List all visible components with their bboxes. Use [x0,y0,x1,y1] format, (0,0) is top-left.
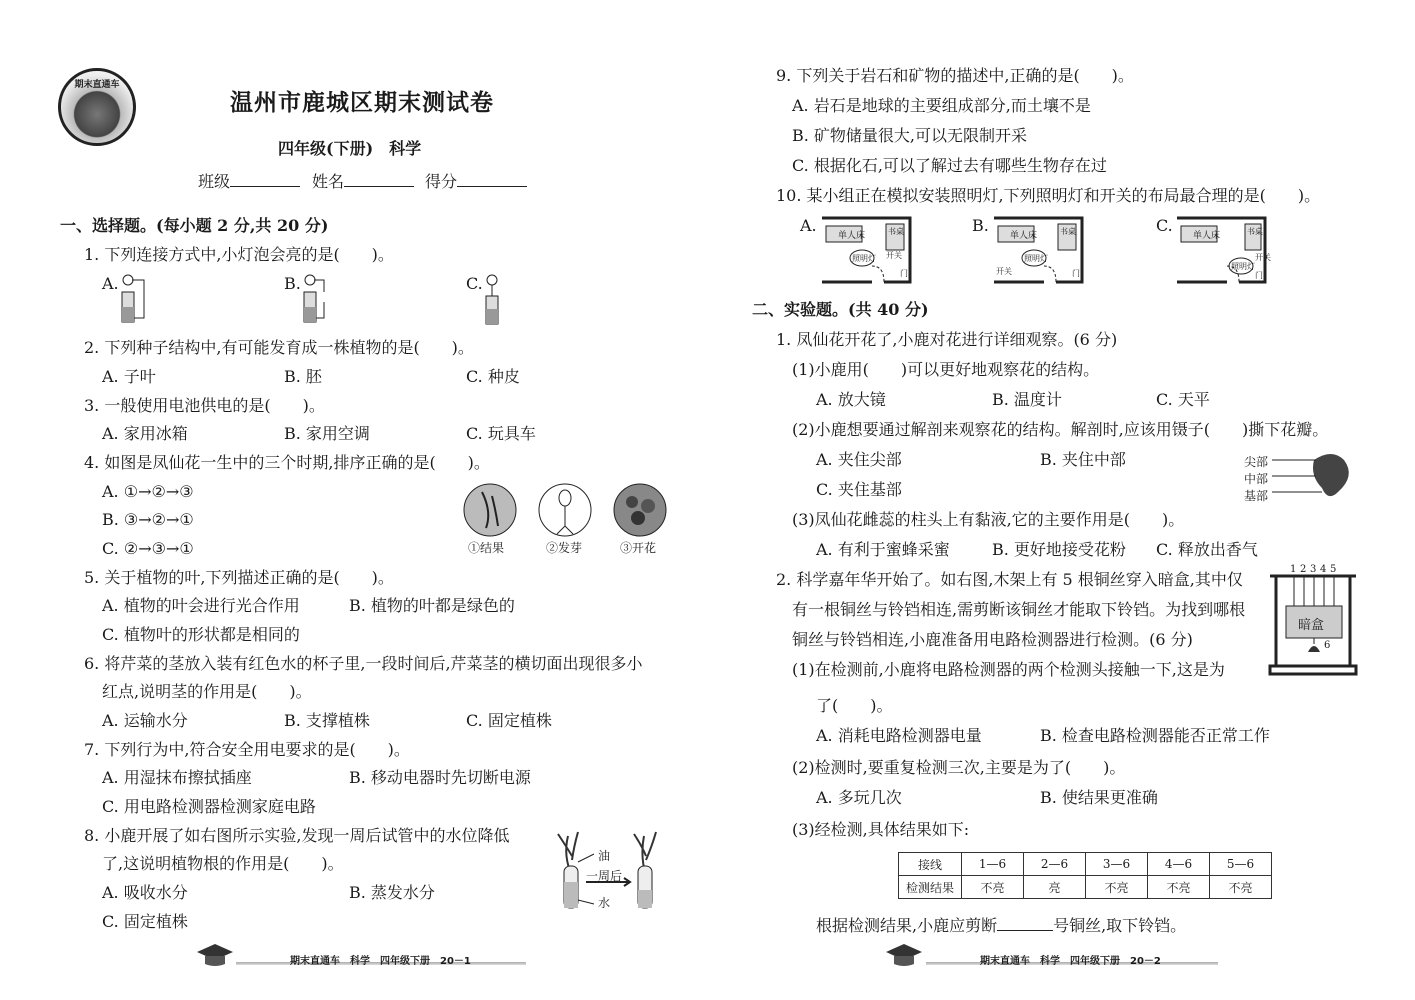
q10-option-a[interactable]: A. [800,216,817,235]
switch-label-c: 开关 [1255,253,1271,262]
score-label: 得分 [425,172,458,191]
e2-conclusion [816,916,1186,936]
footer-right: 期末直通车 科学 四年级下册 20－2 [980,956,1161,967]
q9-stem: 9. 下列关于岩石和矿物的描述中,正确的是( )。 [776,66,1134,85]
fig-label-flower: ③开花 [620,541,657,555]
answer-blank[interactable] [997,916,1053,931]
dark-box-figure [1268,566,1358,678]
e2-part2: (2)检测时,要重复检测三次,主要是为了( )。 [792,758,1126,777]
q10-stem: 10. 某小组正在模拟安装照明灯,下列照明灯和开关的布局最合理的是( )。 [776,186,1321,205]
class-label: 班级 [198,172,231,191]
q3-option-a[interactable]: A. 家用冰箱 [102,424,188,443]
lamp-label-b: 照明灯 [1024,254,1048,263]
q6-option-a[interactable]: A. 运输水分 [102,711,188,730]
q2-stem: 2. 下列种子结构中,有可能发育成一株植物的是( )。 [84,338,474,357]
wire-label-4: 4 [1320,564,1327,575]
q7-option-c[interactable]: C. 用电路检测器检测家庭电路 [102,797,316,816]
q5-option-b[interactable]: B. 植物的叶都是绿色的 [349,596,515,615]
table-cell: 不亮 [1086,876,1148,899]
petal-label-middle: 中部 [1244,472,1269,486]
q5-stem: 5. 关于植物的叶,下列描述正确的是( )。 [84,568,394,587]
table-cell: 不亮 [1210,876,1272,899]
graduation-cap-icon [884,940,924,970]
section2-title: 二、实验题。(共 40 分) [752,300,929,319]
lamp-label-a: 照明灯 [852,254,876,263]
score-field[interactable] [425,172,527,192]
dark-box-label: 暗盒 [1298,618,1325,633]
floorplan-b [992,216,1084,284]
name-label: 姓名 [312,172,345,191]
e1-part3-option-c[interactable]: C. 释放出香气 [1156,540,1258,559]
logo-text: 期末直通车 [74,80,120,90]
table-row [899,853,1272,876]
q1-stem: 1. 下列连接方式中,小灯泡会亮的是( )。 [84,245,394,264]
wire-label-1: 1 [1290,564,1297,575]
table-cell: 不亮 [1148,876,1210,899]
floorplan-a [820,216,912,284]
q5-option-c[interactable]: C. 植物叶的形状都是相同的 [102,625,300,644]
e2-part1-line2: 了( )。 [816,696,893,715]
e1-part2-option-c[interactable]: C. 夹住基部 [816,480,902,499]
e1-part3-option-b[interactable]: B. 更好地接受花粉 [992,540,1126,559]
circuit-c-icon [482,272,512,328]
e2-part2-option-a[interactable]: A. 多玩几次 [816,788,902,807]
lamp-label-c: 照明灯 [1231,262,1255,271]
q7-option-b[interactable]: B. 移动电器时先切断电源 [349,768,531,787]
exam-title: 温州市鹿城区期末测试卷 [230,89,494,116]
e1-part2: (2)小鹿想要通过解剖来观察花的结构。解剖时,应该用镊子( )撕下花瓣。 [792,420,1329,439]
desk-label-c: 书桌 [1247,227,1263,236]
q10-option-b[interactable]: B. [972,216,989,235]
q4-option-c[interactable]: C. ②→③→① [102,539,194,558]
table-cell: 2—6 [1024,853,1086,876]
q9-option-b[interactable]: B. 矿物储量很大,可以无限制开采 [792,126,1028,145]
fruit-stage-icon [462,482,518,538]
fig-label-week: 一周后 [586,869,623,883]
fig-label-oil: 油 [598,849,611,863]
q4-stem: 4. 如图是凤仙花一生中的三个时期,排序正确的是( )。 [84,453,490,472]
desk-label-b: 书桌 [1060,227,1076,236]
bed-label-a: 单人床 [838,231,866,241]
e1-part2-option-a[interactable]: A. 夹住尖部 [816,450,902,469]
e2-part1-option-b[interactable]: B. 检查电路检测器能否正常工作 [1040,726,1270,745]
door-label-b: 门 [1072,269,1080,278]
table-row [899,876,1272,899]
e1-part3: (3)凤仙花雌蕊的柱头上有黏液,它的主要作用是( )。 [792,510,1185,529]
wire-label-5: 5 [1330,564,1337,575]
table-cell: 1—6 [962,853,1024,876]
q4-option-a[interactable]: A. ①→②→③ [102,482,194,501]
fig-label-sprout: ②发芽 [546,541,583,555]
name-field[interactable] [312,172,414,192]
logo-badge [58,68,136,146]
desk-label-a: 书桌 [888,227,904,236]
q1-option-b[interactable]: B. [284,274,301,293]
q3-stem: 3. 一般使用电池供电的是( )。 [84,396,325,415]
q6-option-b[interactable]: B. 支撑植株 [284,711,370,730]
switch-label-b: 开关 [996,267,1012,276]
q2-option-b[interactable]: B. 胚 [284,367,322,386]
door-label-a: 门 [900,269,908,278]
fig-label-water: 水 [598,896,611,910]
petal-label-base: 基部 [1244,489,1269,503]
table-cell: 5—6 [1210,853,1272,876]
q6-stem-line2: 红点,说明茎的作用是( )。 [102,682,312,701]
fig-label-fruit: ①结果 [468,541,505,555]
q8-stem-line1: 8. 小鹿开展了如右图所示实验,发现一周后试管中的水位降低 [84,826,510,845]
q5-option-a[interactable]: A. 植物的叶会进行光合作用 [102,596,300,615]
circuit-b-icon [300,272,340,328]
q7-stem: 7. 下列行为中,符合安全用电要求的是( )。 [84,740,410,759]
wire-label-3: 3 [1310,564,1317,575]
e2-stem-line1: 2. 科学嘉年华开始了。如右图,木架上有 5 根铜丝穿入暗盒,其中仅 [776,570,1243,589]
table-cell: 不亮 [962,876,1024,899]
petal-figure [1272,448,1362,504]
conclusion-text-b: 号铜丝,取下铃铛。 [1053,916,1187,935]
table-cell: 3—6 [1086,853,1148,876]
wire-label-2: 2 [1300,564,1307,575]
class-field[interactable] [198,172,300,192]
circuit-a-icon [118,272,158,328]
q3-option-c[interactable]: C. 玩具车 [466,424,536,443]
conclusion-text-a: 根据检测结果,小鹿应剪断 [816,916,998,935]
e1-part2-option-b[interactable]: B. 夹住中部 [1040,450,1126,469]
e1-part1-option-c[interactable]: C. 天平 [1156,390,1210,409]
q2-option-c[interactable]: C. 种皮 [466,367,520,386]
switch-label-a: 开关 [886,251,902,260]
e2-part2-option-b[interactable]: B. 使结果更准确 [1040,788,1158,807]
q6-stem-line1: 6. 将芹菜的茎放入装有红色水的杯子里,一段时间后,芹菜茎的横切面出现很多小 [84,654,643,673]
q10-option-c[interactable]: C. [1156,216,1173,235]
q9-option-a[interactable]: A. 岩石是地球的主要组成部分,而土壤不是 [792,96,1091,115]
e2-part1-option-a[interactable]: A. 消耗电路检测器电量 [816,726,982,745]
q2-option-a[interactable]: A. 子叶 [102,367,156,386]
table-cell: 接线 [899,853,962,876]
section1-title: 一、选择题。(每小题 2 分,共 20 分) [60,216,329,235]
bed-label-c: 单人床 [1193,231,1221,241]
floorplan-c [1175,216,1271,284]
q8-option-c[interactable]: C. 固定植株 [102,912,188,931]
e2-stem-line2: 有一根铜丝与铃铛相连,需剪断该铜丝才能取下铃铛。为找到哪根 [792,600,1246,619]
sprout-stage-icon [537,482,593,538]
q1-option-a[interactable]: A. [102,274,119,293]
flowering-stage-icon [612,482,668,538]
table-cell: 亮 [1024,876,1086,899]
q1-option-c[interactable]: C. [466,274,483,293]
q3-option-b[interactable]: B. 家用空调 [284,424,370,443]
e2-part1-line1: (1)在检测前,小鹿将电路检测器的两个检测头接触一下,这是为 [792,660,1225,679]
q8-option-a[interactable]: A. 吸收水分 [102,883,188,902]
e1-part1-option-a[interactable]: A. 放大镜 [816,390,886,409]
q9-option-c[interactable]: C. 根据化石,可以了解过去有哪些生物存在过 [792,156,1107,175]
e1-part3-option-a[interactable]: A. 有利于蜜蜂采蜜 [816,540,950,559]
q4-option-b[interactable]: B. ③→②→① [102,510,194,529]
table-cell: 检测结果 [899,876,962,899]
q8-option-b[interactable]: B. 蒸发水分 [349,883,435,902]
petal-label-tip: 尖部 [1244,455,1269,469]
table-cell: 4—6 [1148,853,1210,876]
door-label-c: 门 [1255,271,1263,280]
q7-option-a[interactable]: A. 用湿抹布擦拭插座 [102,768,252,787]
footer-left: 期末直通车 科学 四年级下册 20－1 [290,956,471,967]
q6-option-c[interactable]: C. 固定植株 [466,711,552,730]
wire-label-6: 6 [1324,640,1331,651]
exam-subtitle: 四年级(下册) 科学 [278,139,422,158]
q8-stem-line2: 了,这说明植物根的作用是( )。 [102,854,344,873]
bed-label-b: 单人床 [1010,231,1038,241]
e2-stem-line3: 铜丝与铃铛相连,小鹿准备用电路检测器进行检测。(6 分) [792,630,1193,649]
result-table [898,852,1272,899]
e1-stem: 1. 凤仙花开花了,小鹿对花进行详细观察。(6 分) [776,330,1118,349]
e2-part3: (3)经检测,具体结果如下: [792,820,970,839]
graduation-cap-icon [195,940,235,970]
e1-part1: (1)小鹿用( )可以更好地观察花的结构。 [792,360,1100,379]
e1-part1-option-b[interactable]: B. 温度计 [992,390,1062,409]
